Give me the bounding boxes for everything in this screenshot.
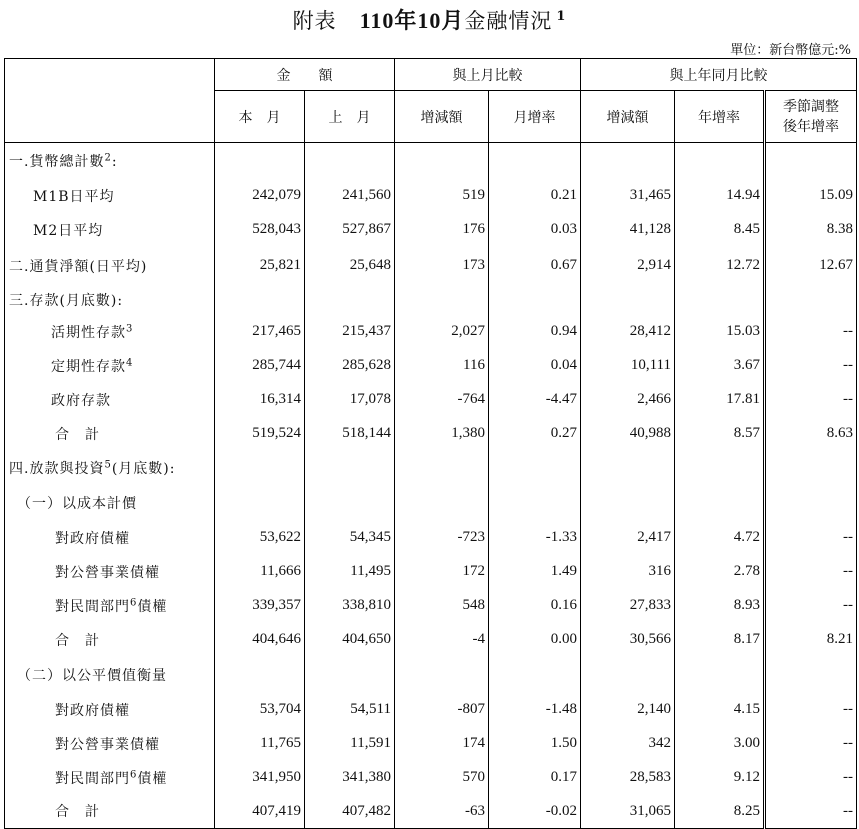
row-label-text: 對民間部門: [55, 598, 130, 615]
cell-col-1: 285,744: [215, 349, 305, 383]
row-label-text: 二.通貨淨額(日平均): [9, 258, 148, 275]
row-label-footnote: 2: [104, 152, 112, 164]
row-label-text: 合 計: [55, 804, 100, 821]
row-label-text: 三.存款(月底數):: [9, 292, 124, 309]
cell-col-4: -4.47: [489, 383, 581, 417]
row-label-text: 對民間部門: [55, 770, 130, 787]
cell-col-6: 2.78: [675, 555, 765, 589]
row-label-text: （一）以成本計價: [17, 495, 137, 512]
cell-col-2: [305, 657, 395, 693]
cell-col-7: --: [765, 521, 857, 555]
cell-col-4: -1.33: [489, 521, 581, 555]
table-row: [5, 451, 857, 485]
cell-col-4: 0.21: [489, 179, 581, 213]
header-blank: [5, 59, 215, 143]
cell-col-7: --: [765, 555, 857, 589]
row-label-text: 合 計: [55, 632, 100, 649]
row-label-footnote: 4: [126, 356, 134, 368]
cell-col-2: 11,591: [305, 727, 395, 761]
cell-col-1: [215, 657, 305, 693]
cell-col-1: 341,950: [215, 761, 305, 795]
cell-col-3: [395, 143, 489, 179]
cell-col-7: --: [765, 349, 857, 383]
cell-col-6: [675, 485, 765, 521]
page-title: [0, 4, 859, 35]
cell-col-2: 241,560: [305, 179, 395, 213]
cell-col-5: 27,833: [581, 589, 675, 623]
cell-col-1: 339,357: [215, 589, 305, 623]
header-monthly-rate: 月增率: [489, 91, 581, 143]
table-row: [5, 623, 857, 657]
header-seasonal-line2: 後年增率: [783, 118, 839, 135]
table-row: [5, 657, 857, 693]
row-label-footnote: 5: [104, 458, 112, 470]
cell-col-2: 518,144: [305, 417, 395, 451]
cell-col-3: 519: [395, 179, 489, 213]
cell-col-5: 30,566: [581, 623, 675, 657]
header-seasonal: [765, 91, 857, 143]
row-label-text: 活期性存款: [51, 324, 126, 341]
cell-col-4: 0.03: [489, 213, 581, 247]
cell-col-4: -1.48: [489, 693, 581, 727]
cell-col-4: [489, 451, 581, 485]
header-last-month: 上 月: [305, 91, 395, 143]
title-rest: 金融情況: [464, 9, 553, 33]
cell-col-1: 528,043: [215, 213, 305, 247]
table-row: [5, 727, 857, 761]
cell-col-3: 173: [395, 247, 489, 285]
cell-col-2: 215,437: [305, 315, 395, 349]
cell-col-5: 316: [581, 555, 675, 589]
cell-col-4: [489, 657, 581, 693]
cell-col-1: 407,419: [215, 795, 305, 829]
table-row: [5, 555, 857, 589]
row-label-text: M1B日平均: [33, 188, 115, 205]
cell-col-1: 519,524: [215, 417, 305, 451]
cell-col-4: 0.00: [489, 623, 581, 657]
cell-col-5: [581, 451, 675, 485]
cell-col-4: 0.16: [489, 589, 581, 623]
cell-col-5: [581, 285, 675, 315]
cell-col-3: 116: [395, 349, 489, 383]
cell-col-5: 28,412: [581, 315, 675, 349]
table-row: [5, 589, 857, 623]
cell-col-6: 3.67: [675, 349, 765, 383]
title-prefix: 附表: [292, 9, 337, 33]
cell-col-2: [305, 485, 395, 521]
cell-col-7: --: [765, 315, 857, 349]
row-label: [5, 143, 215, 179]
header-annual-rate: 年增率: [675, 91, 765, 143]
cell-col-1: 25,821: [215, 247, 305, 285]
cell-col-2: 341,380: [305, 761, 395, 795]
table-row: [5, 247, 857, 285]
cell-col-1: 217,465: [215, 315, 305, 349]
row-label: [5, 589, 215, 623]
cell-col-3: [395, 485, 489, 521]
cell-col-2: 11,495: [305, 555, 395, 589]
cell-col-1: 242,079: [215, 179, 305, 213]
row-label-text: M2日平均: [33, 222, 104, 239]
cell-col-3: 570: [395, 761, 489, 795]
cell-col-7: --: [765, 761, 857, 795]
cell-col-1: [215, 485, 305, 521]
cell-col-3: [395, 657, 489, 693]
row-label-tail: (月底數):: [111, 460, 176, 477]
table-row: [5, 213, 857, 247]
cell-col-2: 54,345: [305, 521, 395, 555]
title-year-month: 110年10月: [359, 8, 465, 33]
cell-col-6: 17.81: [675, 383, 765, 417]
cell-col-4: 0.94: [489, 315, 581, 349]
header-this-month: 本 月: [215, 91, 305, 143]
cell-col-5: 2,914: [581, 247, 675, 285]
cell-col-6: 15.03: [675, 315, 765, 349]
cell-col-4: 1.49: [489, 555, 581, 589]
cell-col-5: 2,140: [581, 693, 675, 727]
row-label-text: 定期性存款: [51, 358, 126, 375]
row-label: [5, 315, 215, 349]
row-label-footnote: 6: [130, 768, 138, 780]
row-label-tail: :: [111, 153, 118, 170]
table-row: [5, 693, 857, 727]
row-label-tail: 債權: [137, 598, 168, 615]
cell-col-6: 8.93: [675, 589, 765, 623]
cell-col-2: 404,650: [305, 623, 395, 657]
cell-col-3: 174: [395, 727, 489, 761]
cell-col-4: -0.02: [489, 795, 581, 829]
table-row: [5, 761, 857, 795]
cell-col-1: 11,666: [215, 555, 305, 589]
cell-col-6: [675, 451, 765, 485]
cell-col-7: [765, 143, 857, 179]
cell-col-6: 12.72: [675, 247, 765, 285]
cell-col-3: 2,027: [395, 315, 489, 349]
row-label: [5, 383, 215, 417]
cell-col-3: -764: [395, 383, 489, 417]
cell-col-7: 12.67: [765, 247, 857, 285]
cell-col-3: -63: [395, 795, 489, 829]
cell-col-1: 11,765: [215, 727, 305, 761]
header-seasonal-line1: 季節調整: [783, 98, 839, 115]
table-row: [5, 143, 857, 179]
cell-col-3: 548: [395, 589, 489, 623]
cell-col-2: 285,628: [305, 349, 395, 383]
cell-col-5: 2,417: [581, 521, 675, 555]
cell-col-3: [395, 451, 489, 485]
row-label: [5, 623, 215, 657]
cell-col-4: [489, 285, 581, 315]
cell-col-6: 8.57: [675, 417, 765, 451]
cell-col-5: 41,128: [581, 213, 675, 247]
cell-col-7: --: [765, 795, 857, 829]
cell-col-3: -807: [395, 693, 489, 727]
cell-col-2: 25,648: [305, 247, 395, 285]
cell-col-6: 8.45: [675, 213, 765, 247]
cell-col-7: 8.38: [765, 213, 857, 247]
cell-col-5: 342: [581, 727, 675, 761]
cell-col-5: [581, 657, 675, 693]
cell-col-7: [765, 451, 857, 485]
table-row: [5, 179, 857, 213]
cell-col-6: 4.15: [675, 693, 765, 727]
table-row: [5, 383, 857, 417]
row-label: [5, 417, 215, 451]
cell-col-6: 8.25: [675, 795, 765, 829]
cell-col-5: 40,988: [581, 417, 675, 451]
cell-col-2: 527,867: [305, 213, 395, 247]
row-label-text: 對公營事業債權: [55, 736, 160, 753]
row-label: [5, 795, 215, 829]
cell-col-2: [305, 451, 395, 485]
row-label: [5, 555, 215, 589]
cell-col-6: 14.94: [675, 179, 765, 213]
table-body: [5, 143, 857, 829]
row-label: [5, 451, 215, 485]
cell-col-4: [489, 143, 581, 179]
table-row: [5, 485, 857, 521]
header-row-1: [5, 59, 857, 91]
table-row: [5, 795, 857, 829]
row-label: [5, 727, 215, 761]
cell-col-5: [581, 485, 675, 521]
cell-col-2: [305, 285, 395, 315]
cell-col-5: 28,583: [581, 761, 675, 795]
cell-col-4: 0.27: [489, 417, 581, 451]
row-label-text: 四.放款與投資: [9, 460, 105, 477]
cell-col-6: 8.17: [675, 623, 765, 657]
row-label-footnote: 3: [126, 322, 134, 334]
cell-col-6: [675, 285, 765, 315]
cell-col-7: --: [765, 727, 857, 761]
cell-col-4: [489, 485, 581, 521]
cell-col-1: [215, 451, 305, 485]
row-label-text: 對政府債權: [55, 702, 130, 719]
cell-col-7: 8.63: [765, 417, 857, 451]
cell-col-2: 338,810: [305, 589, 395, 623]
unit-label: 單位：新台幣億元:%: [730, 43, 851, 58]
row-label: [5, 657, 215, 693]
cell-col-1: 53,622: [215, 521, 305, 555]
cell-col-5: [581, 143, 675, 179]
row-label: [5, 693, 215, 727]
cell-col-3: -723: [395, 521, 489, 555]
header-vs-last-year: 與上年同月比較: [581, 59, 857, 91]
row-label: [5, 521, 215, 555]
row-label: [5, 761, 215, 795]
cell-col-1: [215, 285, 305, 315]
cell-col-5: 10,111: [581, 349, 675, 383]
row-label: [5, 485, 215, 521]
row-label-text: 政府存款: [51, 392, 111, 409]
cell-col-1: [215, 143, 305, 179]
table-row: [5, 285, 857, 315]
finance-table: [4, 58, 857, 829]
cell-col-1: 404,646: [215, 623, 305, 657]
row-label: [5, 349, 215, 383]
cell-col-7: --: [765, 693, 857, 727]
cell-col-2: 17,078: [305, 383, 395, 417]
cell-col-6: 4.72: [675, 521, 765, 555]
cell-col-5: 2,466: [581, 383, 675, 417]
table-row: [5, 315, 857, 349]
table-row: [5, 349, 857, 383]
row-label-text: （二）以公平價值衡量: [17, 667, 167, 684]
cell-col-4: 0.67: [489, 247, 581, 285]
table-row: [5, 521, 857, 555]
cell-col-3: 172: [395, 555, 489, 589]
cell-col-6: [675, 143, 765, 179]
header-vs-last-month: 與上月比較: [395, 59, 581, 91]
table-row: [5, 417, 857, 451]
cell-col-6: [675, 657, 765, 693]
row-label-text: 一.貨幣總計數: [9, 153, 105, 170]
row-label: [5, 247, 215, 285]
header-amount: 金 額: [215, 59, 395, 91]
cell-col-7: [765, 285, 857, 315]
title-footnote: 1: [556, 9, 567, 24]
row-label-tail: 債權: [137, 770, 168, 787]
row-label-text: 對政府債權: [55, 530, 130, 547]
cell-col-3: [395, 285, 489, 315]
cell-col-7: --: [765, 383, 857, 417]
cell-col-7: 8.21: [765, 623, 857, 657]
cell-col-6: 9.12: [675, 761, 765, 795]
cell-col-5: 31,465: [581, 179, 675, 213]
cell-col-5: 31,065: [581, 795, 675, 829]
row-label-footnote: 6: [130, 596, 138, 608]
cell-col-6: 3.00: [675, 727, 765, 761]
cell-col-4: 1.50: [489, 727, 581, 761]
cell-col-1: 16,314: [215, 383, 305, 417]
cell-col-7: 15.09: [765, 179, 857, 213]
cell-col-7: [765, 485, 857, 521]
cell-col-7: [765, 657, 857, 693]
cell-col-4: 0.17: [489, 761, 581, 795]
row-label: [5, 179, 215, 213]
cell-col-4: 0.04: [489, 349, 581, 383]
cell-col-3: 176: [395, 213, 489, 247]
row-label: [5, 285, 215, 315]
cell-col-2: [305, 143, 395, 179]
header-change-yoy: 增減額: [581, 91, 675, 143]
row-label: [5, 213, 215, 247]
row-label-text: 合 計: [55, 426, 100, 443]
cell-col-3: -4: [395, 623, 489, 657]
cell-col-2: 54,511: [305, 693, 395, 727]
cell-col-7: --: [765, 589, 857, 623]
header-change: 增減額: [395, 91, 489, 143]
cell-col-2: 407,482: [305, 795, 395, 829]
cell-col-3: 1,380: [395, 417, 489, 451]
cell-col-1: 53,704: [215, 693, 305, 727]
row-label-text: 對公營事業債權: [55, 564, 160, 581]
